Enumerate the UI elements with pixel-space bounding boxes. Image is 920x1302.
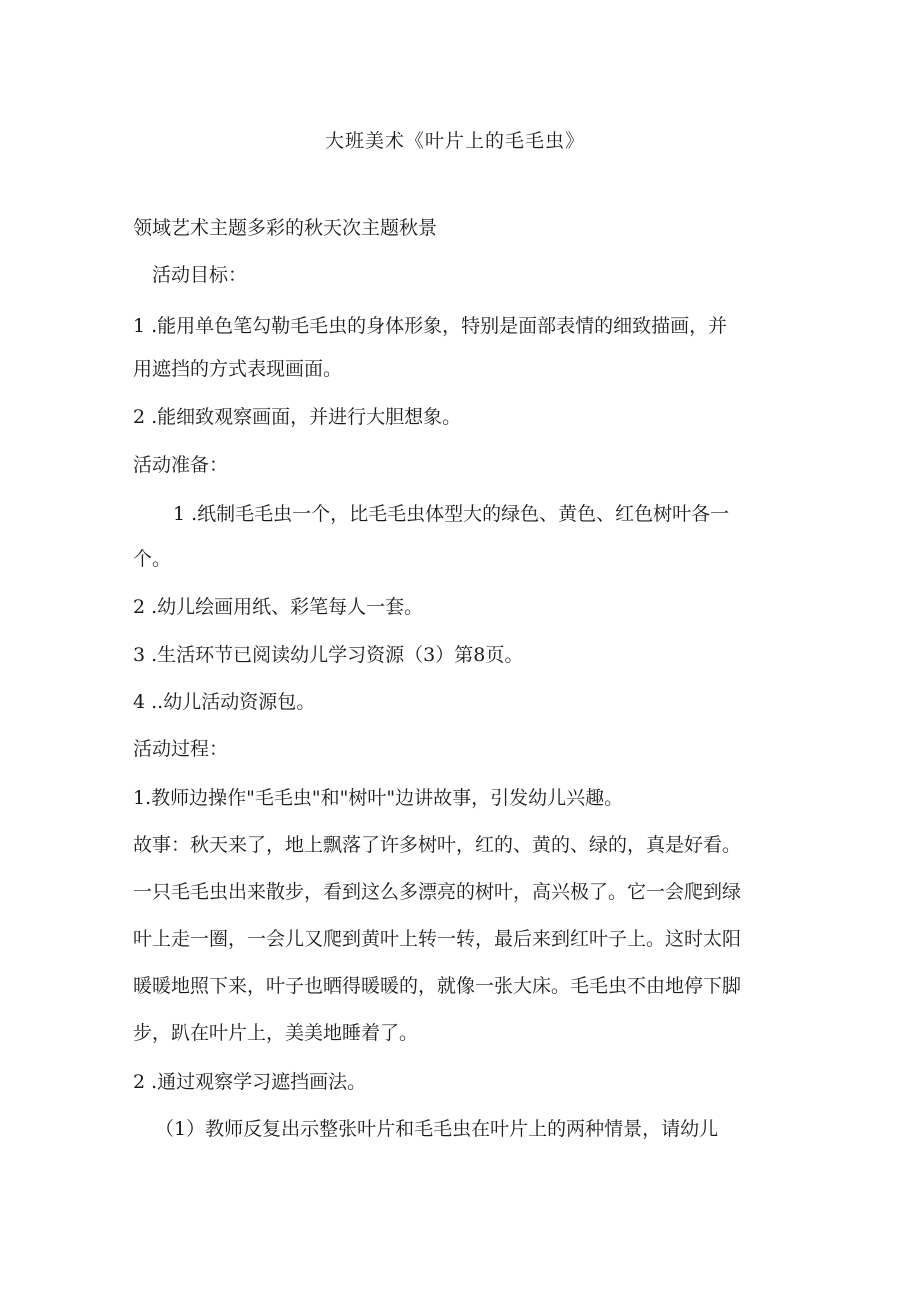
process-step-2: 2 .通过观察学习遮挡画法。 bbox=[133, 1071, 367, 1093]
goal-item-1-continued: 用遮挡的方式表现画面。 bbox=[133, 358, 343, 380]
goals-heading: 活动目标： bbox=[152, 264, 248, 286]
preparation-heading: 活动准备： bbox=[133, 454, 229, 476]
process-step-1: 1.教师边操作"毛毛虫"和"树叶"边讲故事，引发幼儿兴趣。 bbox=[133, 787, 624, 809]
story-line-4: 暖暖地照下来，叶子也晒得暖暖的，就像一张大床。毛毛虫不由地停下脚 bbox=[133, 975, 742, 997]
process-step-2-sub-1: （1）教师反复出示整张叶片和毛毛虫在叶片上的两种情景，请幼儿 bbox=[155, 1118, 719, 1140]
story-line-2: 一只毛毛虫出来散步，看到这么多漂亮的树叶，高兴极了。它一会爬到绿 bbox=[133, 881, 742, 903]
preparation-item-1: 1 .纸制毛毛虫一个，比毛毛虫体型大的绿色、黄色、红色树叶各一 bbox=[173, 503, 730, 525]
preparation-item-3: 3 .生活环节已阅读幼儿学习资源（3）第8页。 bbox=[133, 644, 524, 666]
domain-line: 领域艺术主题多彩的秋天次主题秋景 bbox=[133, 217, 438, 239]
goal-item-2: 2 .能细致观察画面，并进行大胆想象。 bbox=[133, 406, 462, 428]
preparation-item-2: 2 .幼儿绘画用纸、彩笔每人一套。 bbox=[133, 596, 424, 618]
process-heading: 活动过程： bbox=[133, 738, 229, 760]
story-line-5: 步，趴在叶片上，美美地睡着了。 bbox=[133, 1022, 419, 1044]
story-line-3: 叶上走一圈，一会儿又爬到黄叶上转一转，最后来到红叶子上。这时太阳 bbox=[133, 928, 742, 950]
story-line-1: 故事：秋天来了，地上飘落了许多树叶，红的、黄的、绿的，真是好看。 bbox=[133, 834, 742, 856]
preparation-item-4: 4 ..幼儿活动资源包。 bbox=[133, 691, 316, 713]
goal-item-1: 1 .能用单色笔勾勒毛毛虫的身体形象，特别是面部表情的细致描画，并 bbox=[133, 315, 728, 337]
preparation-item-1-continued: 个。 bbox=[133, 548, 172, 570]
document-title: 大班美术《叶片上的毛毛虫》 bbox=[324, 130, 585, 152]
